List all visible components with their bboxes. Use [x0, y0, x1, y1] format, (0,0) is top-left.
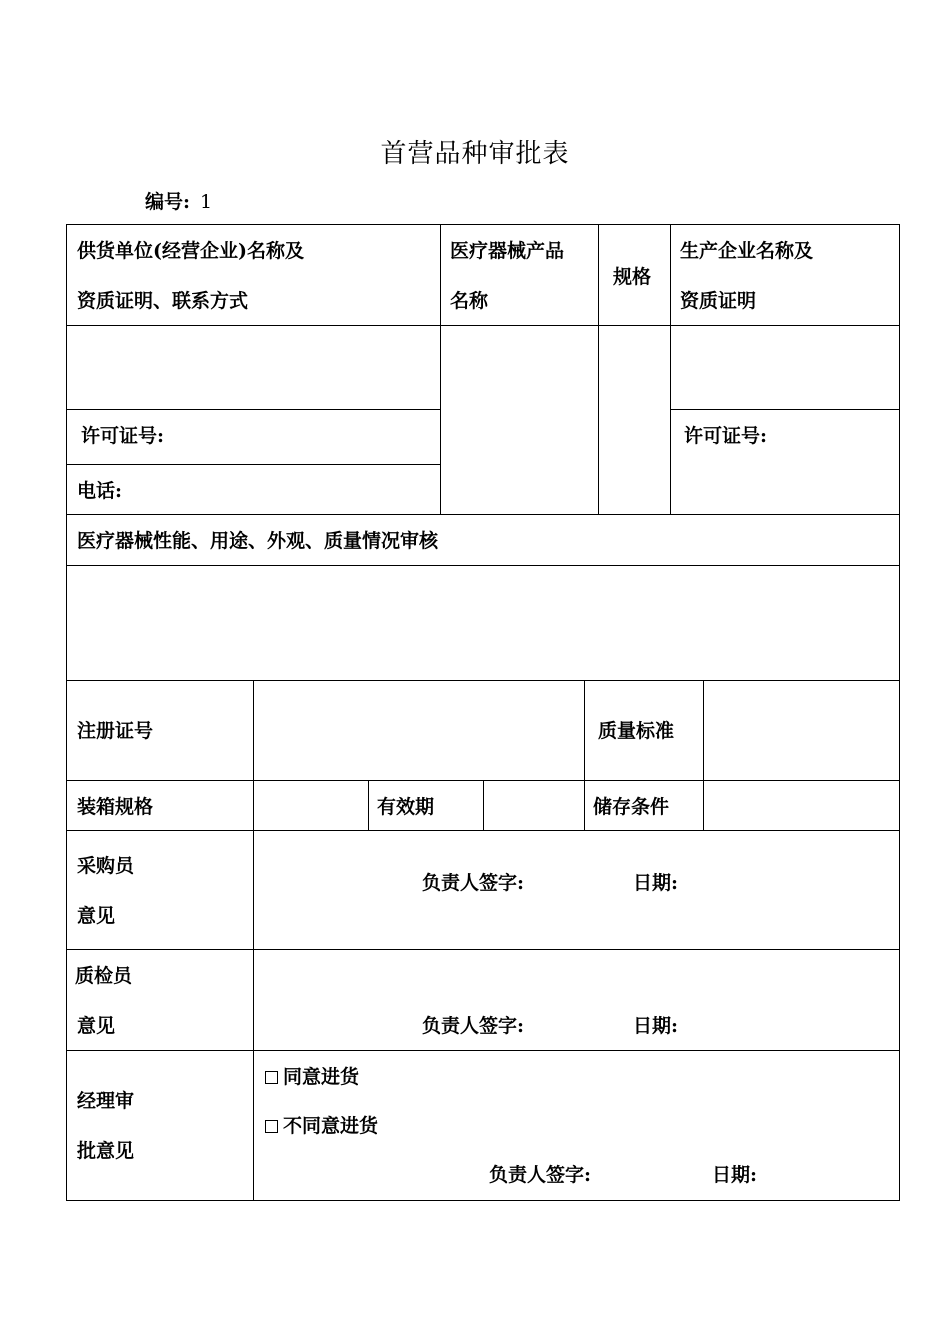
- serial-label: 编号:: [145, 191, 191, 213]
- serial-number: [145, 187, 212, 214]
- manufacturer-header-line1: 生产企业名称及: [680, 240, 814, 262]
- col-line: [483, 780, 484, 831]
- row-line: [670, 409, 899, 410]
- buyer-label-line1: 采购员: [77, 855, 135, 877]
- manager-label-line1: 经理审: [77, 1090, 135, 1112]
- supplier-phone-label: 电话:: [77, 480, 123, 502]
- manager-label-line2: 批意见: [77, 1140, 135, 1162]
- row-line: [67, 680, 899, 681]
- col-line: [670, 225, 671, 515]
- manager-date-label: 日期:: [712, 1164, 758, 1186]
- supplier-header-line1: 供货单位(经营企业)名称及: [77, 240, 304, 262]
- disagree-option[interactable]: [265, 1114, 378, 1138]
- disagree-checkbox[interactable]: [265, 1120, 278, 1133]
- inspector-label-line1: 质检员: [75, 965, 133, 987]
- row-line: [67, 565, 899, 566]
- buyer-signature-label: 负责人签字:: [422, 872, 525, 894]
- inspector-date-label: 日期:: [633, 1015, 679, 1037]
- spec-header: 规格: [613, 266, 652, 288]
- row-line: [67, 409, 441, 410]
- registration-number-label: 注册证号: [77, 720, 154, 742]
- disagree-label: 不同意进货: [283, 1115, 379, 1137]
- supplier-license-label: 许可证号:: [81, 425, 165, 447]
- manufacturer-header-line2: 资质证明: [680, 290, 757, 312]
- col-line: [703, 680, 704, 831]
- supplier-header-line2: 资质证明、联系方式: [77, 290, 249, 312]
- product-header-line2: 名称: [450, 290, 489, 312]
- buyer-label-line2: 意见: [77, 905, 116, 927]
- serial-value: 1: [200, 191, 213, 213]
- buyer-date-label: 日期:: [633, 872, 679, 894]
- inspector-signature-label: 负责人签字:: [422, 1015, 525, 1037]
- row-line: [67, 1050, 899, 1051]
- row-line: [67, 325, 899, 326]
- col-line: [253, 680, 254, 1201]
- review-heading: 医疗器械性能、用途、外观、质量情况审核: [77, 530, 439, 552]
- col-line: [598, 225, 599, 515]
- agree-option[interactable]: [265, 1065, 359, 1089]
- validity-label: 有效期: [377, 796, 435, 818]
- manager-signature-label: 负责人签字:: [489, 1164, 592, 1186]
- storage-label: 储存条件: [593, 796, 670, 818]
- row-line: [67, 464, 441, 465]
- approval-form-table: [66, 224, 900, 1201]
- agree-checkbox[interactable]: [265, 1071, 278, 1084]
- col-line: [440, 225, 441, 515]
- col-line: [368, 780, 369, 831]
- quality-standard-label: 质量标准: [598, 720, 675, 742]
- inspector-label-line2: 意见: [77, 1015, 116, 1037]
- row-line: [67, 514, 899, 515]
- col-line: [584, 680, 585, 831]
- row-line: [67, 949, 899, 950]
- manufacturer-license-label: 许可证号:: [684, 425, 768, 447]
- product-header-line1: 医疗器械产品: [450, 240, 565, 262]
- page-title: 首营品种审批表: [380, 139, 570, 169]
- packing-spec-label: 装箱规格: [77, 796, 154, 818]
- agree-label: 同意进货: [283, 1066, 360, 1088]
